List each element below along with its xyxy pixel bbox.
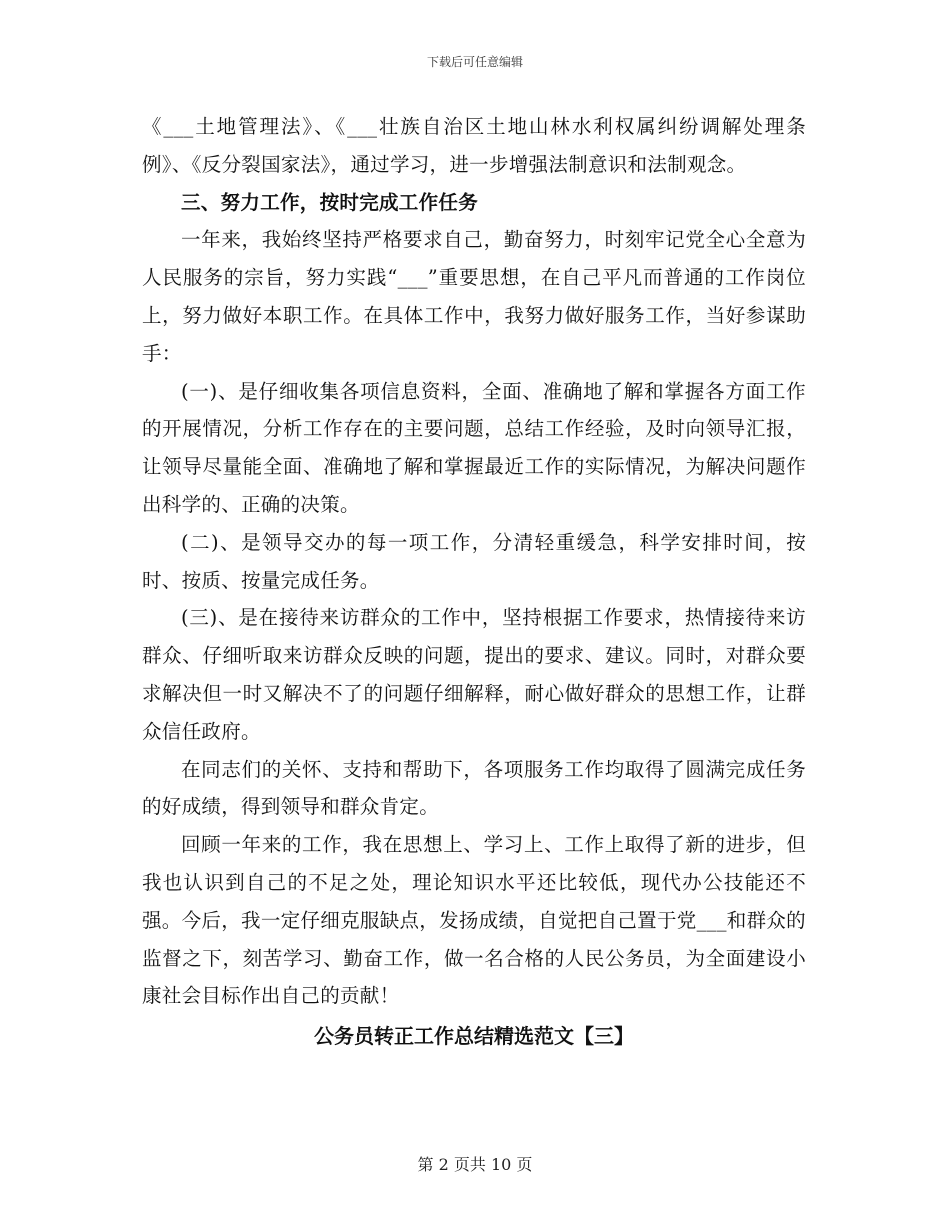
- section-heading-work: 三、努力工作，按时完成工作任务: [181, 190, 479, 214]
- paragraph-item-two: (二)、是领导交办的每一项工作，分清轻重缓急，科学安排时间，按时、按质、按量完成任务。: [142, 530, 806, 592]
- section-title: 公务员转正工作总结精选范文【三】: [314, 1024, 634, 1049]
- paragraph-year-review: 一年来，我始终坚持严格要求自己，勤奋努力，时刻牢记党全心全意为人民服务的宗旨，努力实践“___”重要思想，在自己平凡而普通的工作岗位上，努力做好本职工作。在具体工作中，我努力做好服务工作，当好参谋助手：: [142, 228, 806, 365]
- paragraph-achievements: 在同志们的关怀、支持和帮助下，各项服务工作均取得了圆满完成任务的好成绩，得到领导和群众肯定。: [142, 757, 806, 819]
- paragraph-item-three: (三)、是在接待来访群众的工作中，坚持根据工作要求，热情接待来访群众、仔细听取来访群众反映的问题，提出的要求、建议。同时，对群众要求解决但一时又解决不了的问题仔细解释，耐心做好群众的思想工作，让群众信任政府。: [142, 606, 806, 743]
- document-body: [142, 108, 806, 1055]
- paragraph-law-list: 《___土地管理法》、《___壮族自治区土地山林水利权属纠纷调解处理条例》、《反分裂国家法》，通过学习，进一步增强法制意识和法制观念。: [142, 115, 806, 176]
- page-header: 下载后可任意编辑: [426, 55, 523, 69]
- page-footer: 第 2 页共 10 页: [417, 1155, 533, 1174]
- paragraph-item-one: (一)、是仔细收集各项信息资料，全面、准确地了解和掌握各方面工作的开展情况，分析工作存在的主要问题，总结工作经验，及时向领导汇报，让领导尽量能全面、准确地了解和掌握最近工作的实际情况，为解决问题作出科学的、正确的决策。: [142, 379, 806, 516]
- paragraph-conclusion: 回顾一年来的工作，我在思想上、学习上、工作上取得了新的进步，但我也认识到自己的不足之处，理论知识水平还比较低，现代办公技能还不强。今后，我一定仔细克服缺点，发扬成绩，自觉把自己置于党___和群众的监督之下，刻苦学习、勤奋工作，做一名合格的人民公务员，为全面建设小康社会目标作出自己的贡献！: [142, 833, 806, 1008]
